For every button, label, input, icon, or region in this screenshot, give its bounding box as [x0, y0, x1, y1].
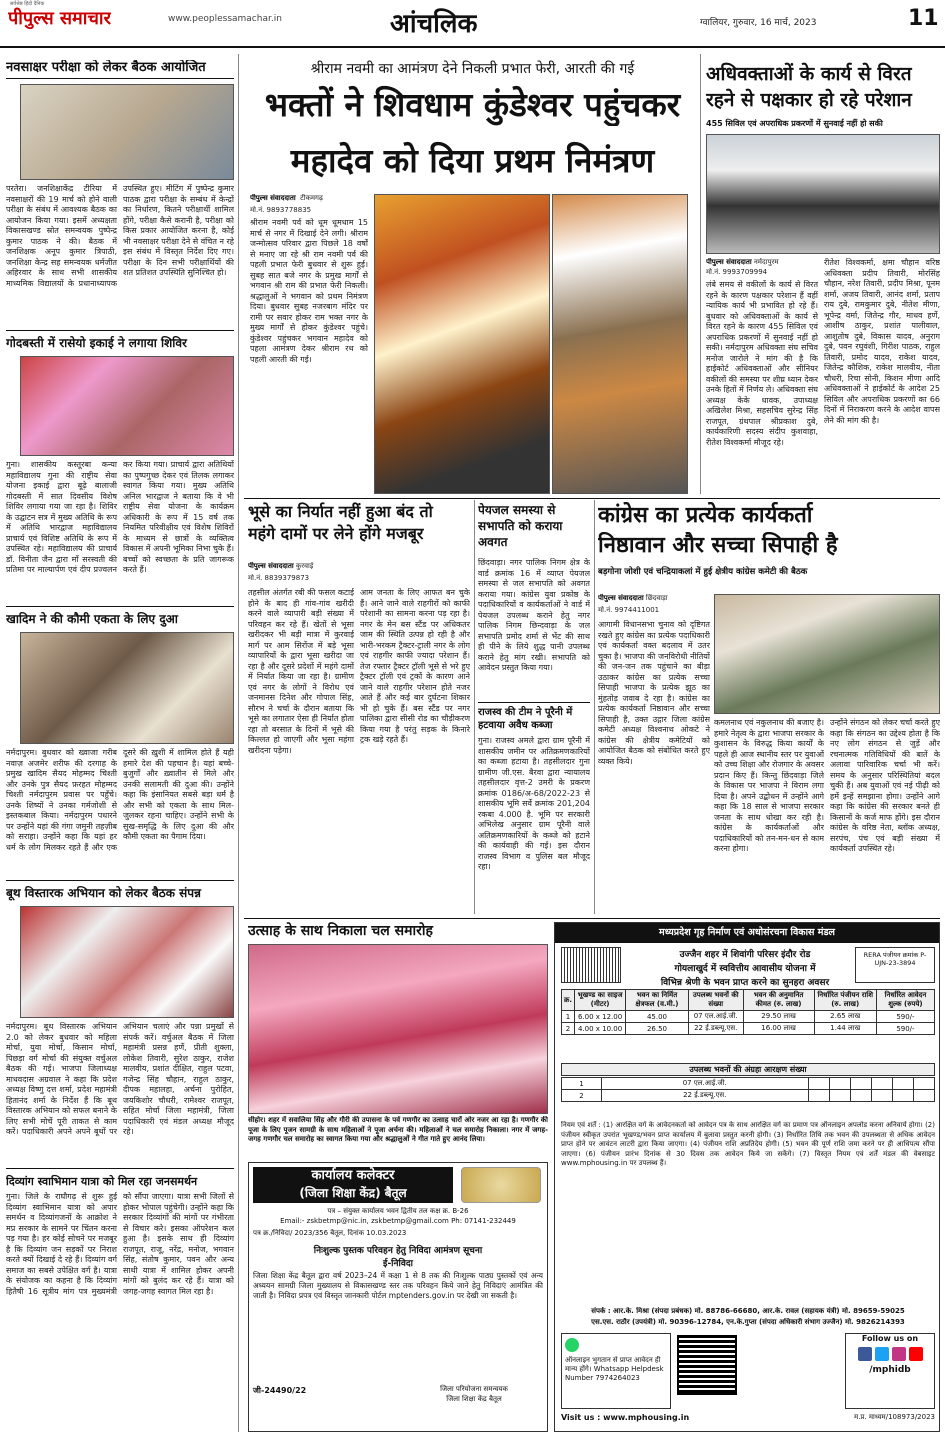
- byline-label: पीपुल्स संवाददाता: [250, 194, 296, 202]
- housing-col-header: निर्धारित आवेदन शुल्क (रुपये): [876, 990, 934, 1011]
- page-number: 11: [908, 6, 939, 31]
- story-10-mobile: मो.नं. 9993709994: [706, 268, 768, 276]
- table-cell: 4.00 x 10.00: [575, 1023, 626, 1035]
- table-cell: [829, 1078, 850, 1090]
- helpdesk-box: [561, 1333, 671, 1409]
- story-7-body-1: तहसील अंतर्गत रबी की फसल कटाई होने के बाद ही गांव-गांव खरीदी करने वाले व्यापारी बड़ी संख्या में परिवहन कर रहे हैं। खेतों से भूसा खरीदकर भी बड़ी मात्रा में कुरवाई मार्ग पर आम सिरोंज में बड़े भूसा व्यापारियों के द्वारा भूसा खरीदा जा रहा है और दूसरे प्रदेशों में महंगे दामों में निर्यात किया जा रहा है। ग्रामीण एवं नगर के लोगों ने विरोध एवं जनमानस दिनेश और गोपाल सिंह, सौरभ ने चर्चा के दौरान बताया कि भूसे का लगातार ऐसा ही निर्यात होता रहा तो बरसात के दिनों में भूसे की किल्लत हो जाएगी और भूसा महंगा खरीदना पड़ेगा।: [248, 588, 354, 755]
- story-11-headline-1: कांग्रेस का प्रत्येक कार्यकर्ता: [598, 503, 813, 528]
- story-10-subhead: 455 सिविल एवं अपराधिक प्रकरणों में सुनवाई नहीं हो सकी: [706, 119, 883, 128]
- masthead: [0, 0, 945, 48]
- divider: [6, 1168, 234, 1169]
- tender-signature: जिला परियोजना समन्वयक: [440, 1385, 508, 1393]
- story-4-headline: बूथ विस्तारक अभियान को लेकर बैठक संपन्न: [6, 886, 201, 900]
- lead-body-1: श्रीराम नवमी पर्व को धूम धूमधाम 15 मार्च से नगर में दिखाई देने लगी। श्रीराम जन्मोत्सव परिवार द्वारा पिछले 18 वर्षों से मनाए जा रहे श्री राम नवमी पर्व की पहली प्रभात फेरी बुधवार से शुरू हुई। सुबह सात बजे नगर के प्रमुख मार्गों से भगवान श्री राम की प्रभात फेरी निकली। श्रद्धालुओं ने भगवान को प्रथम निमंत्रण दिया। बुधवार सुबह नजरबाग मंदिर पर रामी पर सवार होकर राम भक्त नगर के मुख्य मार्गों से होकर कुंडेश्वर पहुंचे। कुंडेश्वर पहुंचकर भगवान महादेव को पहला आमंत्रण देकर श्रीराम रथ को पहली आरती की गई।: [250, 218, 368, 364]
- byline-label: पीपुल्स संवाददाता: [598, 594, 644, 602]
- divider: [244, 498, 940, 499]
- housing-col-header: भूखण्ड का साइज (मीटर): [575, 990, 626, 1011]
- story-9-body: गुना। राजस्व अमले द्वारा ग्राम पूरैनी में शासकीय जमीन पर अतिक्रमणकारियों का कब्जा हटाया है। तहसीलदार गुना ग्रामीण जी.एस. बैरवा द्वारा न्यायालय तहसीलदार वृत्त-2 उमरी के प्रकरण क्रमांक 0186/अ-68/2022-23 से शासकीय भूमि सर्वे क्रमांक 201,204 रकबा 4.000 है. भूमि पर सरकारी अभिलेख अनुसार ग्राम पूरैनी वाले अतिक्रमणकारियों के कब्जे को हटाने की कार्यवाही की गई। इस दौरान राजस्व विभाग व पुलिस बल मौजूद रहा।: [478, 736, 590, 871]
- housing-table-body: [562, 1011, 935, 1035]
- story-10-body-1: लंबे समय से वकीलों के कार्य से विरत रहने के कारण पक्षकार परेशान हैं वहीं न्यायिक कार्य भी प्रभावित हो रहे हैं। बुधवार को अधिवक्ताओं के कार्य से विरत रहने के कारण 455 सिविल एवं अपराधिक प्रकरणों में सुनवाई नहीं हो सकी। नर्मदापुरम अधिवक्ता संघ सचिव मनोज जारोले ने मांग की है कि हाईकोर्ट अधिवक्ताओं और सीनियर वकीलों की समस्या पर शीघ्र ध्यान देकर उनके हितों में निर्णय ले। अधिवक्ता संघ अध्यक्ष केके धावक, उपाध्यक्ष अखिलेश मिश्रा, सहसचिव सुरेन्द्र सिंह राजपूत, ग्रंथपाल श्रीप्रकाश दुबे, कार्यकारिणी सदस्य संदीप कुशवाहा, रीतेश विश्वकर्मा मौजूद रहे।: [706, 280, 818, 447]
- social-handle[interactable]: /mphidb: [869, 1365, 911, 1375]
- table-cell: [850, 1078, 871, 1090]
- story-2-headline: गोदबस्ती में रासेयो इकाई ने लगाया शिविर: [6, 336, 187, 350]
- table-cell: [892, 1078, 913, 1090]
- story-12-photo: [248, 944, 548, 1114]
- youtube-icon[interactable]: [909, 1347, 923, 1361]
- table-cell: 2: [562, 1023, 575, 1035]
- table-cell: 22 ई.डब्ल्यू.एस.: [601, 1090, 808, 1102]
- housing-table: [561, 989, 935, 1035]
- table-cell: 45.00: [626, 1011, 689, 1023]
- divider: [6, 78, 234, 79]
- table-cell: 590/-: [876, 1011, 934, 1023]
- story-10-headline-1: अधिवक्ताओं के कार्य से विरत: [706, 63, 912, 85]
- story-11-byline: [598, 594, 710, 603]
- emblem: [461, 1167, 541, 1203]
- table-cell: [829, 1090, 850, 1102]
- housing-contact-2: एस.एस. राठौर (उपयंत्री) मो. 90396-12784, एन.के.गुप्ता (संपदा अधिकारी संभाग उज्जैन) मो. 9826214393: [591, 1318, 905, 1326]
- lead-headline-line-2: महादेव को दिया प्रथम निमंत्रण: [290, 141, 655, 180]
- table-cell: [913, 1078, 934, 1090]
- story-9-headline: राजस्व की टीम ने पूरैनी में हटवाया अवैध कब्जा: [478, 707, 573, 731]
- table-cell: 22 ई.डब्ल्यू.एस.: [688, 1023, 743, 1035]
- story-11-body-1: आगामी विधानसभा चुनाव को दृष्टिगत रखते हुए कांग्रेस का प्रत्येक पदाधिकारी एवं कार्यकर्ता वक्त बदलाव में उतर चुका है। भाजपा की जनविरोधी नीतियों की जन-जन तक पहुंचाने का बीड़ा उठाकर कांग्रेस का प्रत्येक सच्चा सिपाही भाजपा के प्रत्येक झूठ का मुंहतोड़ जवाब दे रहा है। कांग्रेस का प्रत्येक कार्यकर्ता निष्ठावान और सच्चा सिपाही है, उक्त उद्गार जिला कांग्रेस कमेटी अध्यक्ष विश्वनाथ ओकटे ने कांग्रेस की क्षेत्रीय कमेटियों को आयोजित बैठक को संबोधित करते हुए व्यक्त किये।: [598, 620, 710, 766]
- table-cell: [808, 1078, 829, 1090]
- divider: [6, 330, 234, 331]
- story-10-headline-2: रहने से पक्षकार हो रहे परेशान: [706, 89, 912, 111]
- lead-kicker: श्रीराम नवमी का आमंत्रण देने निकली प्रभात फेरी, आरती की गई: [310, 61, 635, 77]
- housing-col-header: उपलब्ध भवनों की संख्या: [688, 990, 743, 1011]
- table-row: [562, 1078, 935, 1090]
- housing-ad: [554, 922, 940, 1432]
- section-title: आंचलिक: [390, 9, 478, 39]
- table-cell: 1.44 लाख: [814, 1023, 876, 1035]
- reservation-table: [561, 1077, 935, 1102]
- housing-col-header: निर्धारित पंजीयन राशि (रु. लाख): [814, 990, 876, 1011]
- table-cell: 6.00 x 12.00: [575, 1011, 626, 1023]
- table-cell: 1: [562, 1011, 575, 1023]
- story-12-caption: सीहोर। शहर में सवालिया सिंह और गौरी की उपासना के पर्व गणगौर का उत्साह चारों ओर नजर आ रहा है। गणगौर की पूजा के लिए पूजन सामग्री के साथ महिलाओं ने पूजा अर्चना की। महिलाओं ने चल समारोह निकाला। नगर में जगह-जगह गणगौर चल समारोह का स्वागत किया गया और श्रद्धालुओं ने गीत गाते हुए आनंद लिया।: [248, 1116, 548, 1143]
- byline-place: कुरवाई: [295, 562, 314, 570]
- table-cell: 29.50 लाख: [743, 1011, 814, 1023]
- story-7-mobile: मो.नं. 8839379873: [248, 574, 310, 582]
- story-11-photo: [714, 594, 940, 714]
- story-7-headline-1: भूसे का निर्यात नहीं हुआ बंद तो: [248, 502, 433, 521]
- story-11-subhead: बड़गोना जोशी एवं चन्द्रियाकलां में हुई क्षेत्रीय कांग्रेस कमेटी की बैठक: [598, 567, 808, 577]
- tender-body: जिला शिक्षा केंद्र बैतूल द्वारा वर्ष 2023–24 में कक्षा 1 से 8 तक की निःशुल्क पाठ्य पुस्तकों एवं अन्य अध्ययन सामग्री जिला मुख्यालय से विकासखण्ड स्तर तक परिवहन किये जाने हेतु निविदाएं आमंत्रित की जाती है। निविदा प्रपत्र एवं विस्तृत जानकारी पोर्टल mptenders.gov.in पर देखी जा सकती है।: [253, 1271, 543, 1300]
- byline-place: टीकमगढ़: [300, 194, 323, 202]
- twitter-icon[interactable]: [875, 1347, 889, 1361]
- story-10-photo: [706, 134, 940, 254]
- helpdesk-text: ऑनलाइन भुगतान से प्राप्त आवेदन ही मान्य होंगे। Whatsapp Helpdesk Number 7974264023: [565, 1356, 664, 1382]
- table-row: [562, 1090, 935, 1102]
- lead-byline: [250, 194, 370, 203]
- story-8-headline: पेयजल समस्या से सभापति को कराया अवगत: [478, 503, 563, 549]
- story-2-body: गुना। शासकीय कस्तूरबा कन्या महाविद्यालय गुना की राष्ट्रीय सेवा योजना इकाई द्वारा बूढ़े बालाजी गोदबस्ती में सात दिवसीय विशेष शिविर लगाया गया जा रहा है। शिविर के उद्घाटन सत्र में मुख्य अतिथि के रूप में अतिथि भारद्वाज महाविद्यालय प्राचार्य एवं विशिष्ट अतिथि के रूप में उपस्थित रहे। महाविद्यालय की प्राचार्य डॉ. विनीता जैन द्वारा माँ सरस्वती की प्रतिमा पर माल्यार्पण एवं दीप प्रज्वलन कर किया गया। प्राचार्य द्वारा अतिथियों का पुष्पगुच्छ देकर एवं तिलक लगाकर स्वागत किया गया। मुख्य अतिथि अनिल भारद्वाज ने बताया कि वे भी राष्ट्रीय सेवा योजना के कार्यक्रम अधिकारी के रूप में 15 वर्ष तक नियमित परिवीक्षीय एवं विशेष शिविरों के माध्यम से छात्रों के व्यक्तित्व विकास में अपनी भूमिका निभा चुके हैं। बच्चों को स्वच्छता के प्रति जागरूक करते हैं।: [6, 460, 234, 574]
- table-cell: [808, 1090, 829, 1102]
- tender-code: जी-24490/22: [253, 1386, 307, 1395]
- divider: [478, 702, 590, 703]
- story-7-byline: [248, 562, 378, 571]
- qr-code: [677, 1335, 737, 1395]
- table-cell: [913, 1090, 934, 1102]
- tender-ref: पत्र – संयुक्त कार्यालय भवन द्वितीय तल कक्ष क्र. B-26: [327, 1207, 469, 1215]
- story-11-mobile: मो.नं. 9974411001: [598, 606, 660, 614]
- story-8-body: छिंदवाड़ा। नगर पालिक निगम क्षेत्र के वार्ड क्रमांक 16 में व्याप्त पेयजल समस्या से जल सभापति को अवगत कराया गया। कांग्रेस युवा प्रकोष्ठ के पदाधिकारियों व कार्यकर्ताओं ने वार्ड में पेयजल उपलब्ध कराने हेतु नगर पालिक निगम छिन्दवाड़ा के जल सभापति प्रमोद शर्मा से भेंट की साथ ही पीने के लिये शुद्ध पानी उपलब्ध कराने हेतु मांग रखी। सभापति को आवेदन प्रस्तुत किया गया।: [478, 558, 590, 672]
- table-cell: 590/-: [876, 1023, 934, 1035]
- social-icons: [855, 1347, 925, 1361]
- brand-tagline: सर्वश्रेष्ठ हिंदी दैनिक: [10, 1, 45, 7]
- story-7-body-2: आम जनता के लिए आफत बन चुके हैं। आने जाने वाले राहगीरों को काफी परेशानी का सामना करना पड़ रहा है। नगर के मेन बस स्टैंड पर अधिकतर जाम की स्थिति उत्पन्न हो रही है और भारी-भरकम ट्रैक्टर-ट्राली नगर के लोग एवं राहगीर काफी ज्यादा परेशान हैं। तेज रफ्तार ट्रैक्टर ट्रॉली भूसे से भरे हुए ट्रैक्टर ट्रॉली एवं ट्रकों के कारण आने जाने वाले राहगीर परेशान होते नजर आते हैं और कई बार दुर्घटना शिकार भी हो चुके हैं। बस स्टैंड पर नगर पालिका द्वारा सीसी रोड का चौड़ीकरण किया गया है परंतु सड़क के किनारे ट्रक खड़े रहते हैं।: [360, 588, 470, 744]
- tender-office: कार्यालय कलेक्टर: [311, 1168, 395, 1183]
- housing-sign: म.प्र. माध्यम/108973/2023: [854, 1413, 935, 1421]
- table-row: [562, 1011, 935, 1023]
- divider: [6, 606, 234, 607]
- tender-signature-2: जिला शिक्षा केंद्र बैतूल: [446, 1395, 502, 1403]
- table-cell: 2: [562, 1090, 602, 1102]
- story-2-photo: [20, 356, 234, 456]
- housing-visit[interactable]: Visit us : www.mphousing.in: [561, 1413, 690, 1422]
- story-1-body: परतेरा। जनशिक्षाकेंद्र टीरिया में नवसाक्षरों की 19 मार्च को होने वाली परीक्षा के संबंध में आवश्यक बैठक का आयोजन किया गया। इसमें अध्यक्षता विकासखण्ड स्रोत समन्वयक पुष्पेन्द्र कुमार पाठक ने की। बैठक में जनशिक्षक अनूप कुमार त्रिपाठी, जनशिक्षा केन्द्र सह समन्वयक धर्मजीत अहिरवार के साथ सभी शासकीय माध्यमिक विद्यालयों के प्रधानाध्यापक उपस्थित हुए। मीटिंग में पुष्पेन्द्र कुमार पाठक द्वारा परीक्षा के सम्बंध में केन्द्रों का निर्धारण, कितने परीक्षार्थी शामिल होंगे, परीक्षा कैसे करानी है, परीक्षा को किस प्रकार आयोजित करना है, कोई भी नवसाक्षर परीक्षा देने से वंचित न रहे इस संबंध में विस्तृत निर्देश दिए गए। परीक्षा के दिन सभी परीक्षार्थियों की शत प्रतिशत उपस्थिति सुनिश्चित हो।: [6, 184, 234, 288]
- housing-contact: संपर्क : आर.के. मिश्रा (संपदा प्रबंधक) मो. 88786-66680, आर.के. रावल (सहायक यंत्री) मो. 89659-59025: [591, 1307, 905, 1315]
- table-cell: 1: [562, 1078, 602, 1090]
- byline-label: पीपुल्स संवाददाता: [706, 258, 752, 266]
- story-1-photo: [20, 84, 234, 180]
- instagram-icon[interactable]: [892, 1347, 906, 1361]
- table-cell: [871, 1090, 892, 1102]
- table-cell: [850, 1090, 871, 1102]
- brand-logo: पीपुल्स समाचार: [8, 8, 111, 29]
- housing-project-2: गोयलाखुर्द में स्ववित्तीय आवासीय योजना में: [674, 964, 816, 974]
- story-10-body-2: रीतेश विश्वकर्मा, क्षमा चौहान वरिष्ठ अधिवक्ता प्रदीप तिवारी, मोरसिंह चौहान, नरेश तिवारी, प्रदीप मिश्रा, पूनम शर्मा, अजय तिवारी, आनंद शर्मा, प्रताप राय दुबे, रामकुमार दुबे, नीतेश मीणा, भूपेन्द्र वर्मा, जितेन्द्र गौर, माधव हर्णे, आशीष ठाकुर, प्रशांत पालीवाल, आशुतोष दुबे, विकास यादव, अनुराग दुबे, पवन रघुवंशी, गिरीश पाठक, राहुल तिवारी, प्रमोद यादव, राकेश यादव, जितेन्द्र कौशिक, राकेश मालवीय, नीता चौधरी, रिचा सोनी, किशन मीणा आदि अधिवक्ताओं ने हाईकोर्ट के आदेश 25 सिविल और अपराधिक प्रकरणों का 66 दिनों में निराकरण करने के आदेश वापस लेने की मांग की है।: [824, 258, 940, 425]
- tender-ref-2: पत्र क्र./निविदा/ 2023/356 बैतूल, दिनांक 10.03.2023: [253, 1229, 407, 1237]
- story-5-body: गुना। जिले के राघौगढ़ से शुरू हुई दिव्यांग स्वाभिमान यात्रा को अपार समर्थन व दिव्यांगजनों के आक्रोश ने मप्र सरकार के सामने पर चिंतन करना पड़ गया है। हर कोई सोचने पर मजबूर है कि दिव्यांग जन सड़कों पर निराश करते क्यों दिखाई दे रहे हैं। दिव्यांग वर्ग समाज का सबसे उपेक्षित वर्ग है। यात्रा के संयोजक का कहना है कि दिव्यांग हितैषी 16 सूत्रीय मांग पत्र मुख्यमंत्री को सौंपा जाएगा। यात्रा सभी जिलों से होकर भोपाल पहुंचेगी। उन्होंने कहा कि सरकार दिव्यांगों की मांगों पर गंभीरता से विचार करे। इसका ऑपरेशन कल हुआ है। इसके साथ ही दिव्यांग राजपूत, राजू, नरेंद्र, मनोज, भगवान सिंह, संतोष कुमार, पवन और अन्य साथी यात्रा में शामिल होकर अपनी मांगों को बुलंद कर रहे हैं। यात्रा को जगह-जगह स्वागत मिल रहा है।: [6, 1192, 234, 1296]
- divider: [6, 880, 234, 881]
- reservation-title: उपलब्ध भवनों की अंग्रहा आरक्षण संख्या: [561, 1063, 935, 1076]
- lead-photo-main: [374, 194, 550, 494]
- follow-box: [845, 1333, 935, 1409]
- column-divider: [238, 54, 239, 1432]
- qr-left: [561, 947, 621, 983]
- story-11-body-3: उन्होंने संगठन को लेकर चर्चा करते हुए कहा कि संगठन का उद्देश्य होता है कि नए लोग संगठन से जुड़ें और रचनात्मक गतिविधियों की बातें के अलावा पारिवारिक चर्चा भी करें। समय के अनुसार परिस्थितियां बदल चुकी हैं। अब युवाओं एवं नई पीढ़ी को हमें इन्हें समझाना होगा। उन्होंने आगे कहा कि कांग्रेस की सरकार बनते ही किसानों के कर्ज माफ होंगे। इस दौरान कांग्रेस के वरिष्ठ नेता, ब्लॉक अध्यक्ष, सरपंच, पंच एवं बड़ी संख्या में कार्यकर्ता उपस्थित रहे।: [830, 718, 940, 853]
- table-cell: 07 एल.आई.जी.: [688, 1011, 743, 1023]
- rera-box: RERA पंजीयन क्रमांक P-UJN-23-3894: [855, 947, 935, 983]
- story-4-body: नर्मदापुरम। बूथ विस्तारक अभियान 2.0 को लेकर बुधवार को महिला मोर्चा, युवा मोर्चा, किसान मोर्चा, पिछड़ा वर्ग मोर्चा की संयुक्त वर्चुअल बैठक की गई। भाजपा जिलाध्यक्ष माधवदास अग्रवाल ने कहा कि प्रदेश अध्यक्ष विष्णु दत्त शर्मा, प्रदेश महामंत्री हितानंद शर्मा के निर्देश हैं कि बूथ विस्तारक अभियान को सफल बनाने के लिए सभी मोर्चे पूरी ताकत से काम करें। पदाधिकारी अपने अपने बूथों पर अभियान चलाएं और पन्ना प्रमुखों से संपर्क करें। वर्चुअल बैठक में जिला महामंत्री प्रसन्न हर्णे, प्रीती शुक्ला, लोकेश तिवारी, सुरेश ठाकुर, राजेश मालवीय, प्रशांत दीक्षित, राहुल पटवा, गजेन्द्र सिंह चौहान, राहुल ठाकुर, दीपक महालहा, अर्चना पुरोहित, जयकिशोर चौधरी, रामेश्वर राजपूत, सहित मोर्चा जिला महामंत्री, जिला पदाधिकारी एवं मंडल अध्यक्ष मौजूद रहे।: [6, 1022, 234, 1136]
- lead-photo-procession: [552, 194, 688, 494]
- tender-ad-header: [253, 1167, 453, 1203]
- story-5-headline: दिव्यांग स्वाभिमान यात्रा को मिल रहा जनसमर्थन: [6, 1175, 198, 1188]
- tender-subtitle: ई-निविदा: [383, 1259, 413, 1269]
- story-3-photo: [20, 632, 234, 744]
- byline-label: पीपुल्स संवाददाता: [248, 562, 294, 570]
- table-cell: 2.65 लाख: [814, 1011, 876, 1023]
- housing-project-1: उज्जैन शहर में शिवांगी परिसर इंदौर रोड: [679, 950, 811, 960]
- story-10-byline: [706, 258, 826, 267]
- follow-label: Follow us on: [861, 1334, 919, 1343]
- column-divider: [474, 500, 475, 914]
- lead-mobile: मो.नं. 9893778835: [250, 206, 312, 214]
- table-cell: [892, 1090, 913, 1102]
- lead-headline-line-1: भक्तों ने शिवधाम कुंडेश्वर पहुंचकर: [264, 85, 681, 124]
- table-cell: 16.00 लाख: [743, 1023, 814, 1035]
- housing-table-header: [562, 990, 935, 1011]
- whatsapp-icon: [565, 1338, 579, 1352]
- table-cell: [871, 1078, 892, 1090]
- facebook-icon[interactable]: [858, 1347, 872, 1361]
- story-11-headline-2: निष्ठावान और सच्चा सिपाही है: [598, 533, 838, 558]
- story-7-headline-2: महंगे दामों पर लेने होंगे मजबूर: [248, 524, 424, 543]
- column-divider: [594, 500, 595, 914]
- tender-email: Email:- zskbetmp@nic.in, zskbetmp@gmail.com Ph: 07141-232449: [280, 1217, 516, 1225]
- housing-col-header: भवन की अनुमानित कीमत (रु. लाख): [743, 990, 814, 1011]
- housing-ad-header: मध्यप्रदेश गृह निर्माण एवं अधोसंरचना विकास मंडल: [555, 923, 939, 943]
- table-row: [562, 1023, 935, 1035]
- story-4-photo: [20, 906, 234, 1018]
- story-3-headline: खादिम ने की कौमी एकता के लिए दुआ: [6, 612, 178, 626]
- column-divider: [700, 54, 701, 494]
- story-1-headline: नवसाक्षर परीक्षा को लेकर बैठक आयोजित: [6, 60, 206, 75]
- table-cell: 07 एल.आई.जी.: [601, 1078, 808, 1090]
- housing-project-3: विभिन्न श्रेणी के भवन प्राप्त करने का सुनहरा अवसर: [660, 978, 830, 988]
- story-3-body: नर्मदापुरम। बुधवार को ख्वाजा गरीब नवाज़ अजमेर शरीफ की दरगाह के प्रमुख खादिम सैयद मोहम्मद चिश्ती और उनके पुत्र सैयद फ़रहत मोहम्मद चिश्ती नर्मदापुरम प्रवास पर पहुँचे। उनके शिष्यों ने उनका गर्मजोशी से इस्तकबाल किया। नर्मदापुरम पधारने पर उन्होंने यहां की गंगा जमुनी तहज़ीब को सराहा। उन्होंने कहा कि यहां हर धर्म के लोग मिलकर रहते हैं और एक दूसरे की ख़ुशी में शामिल होते हैं यही हमारे देश की पहचान है। यहां बच्चे-बुजुर्गों और ख़्वातीन से मिले और उनकी सलामती की दुआ की। उन्होंने कहा कि इंसानियत सबसे बड़ा धर्म है और सभी को एकता के साथ मिल-जुलकर रहना चाहिए। उन्होंने सभी के सुख-समृद्धि के लिए दुआ की और कौमी एकता का पैगाम दिया।: [6, 748, 234, 852]
- byline-place: नर्मदापुरम: [753, 258, 779, 266]
- site-url[interactable]: www.peoplessamachar.in: [168, 14, 282, 24]
- housing-terms: नियम एवं शर्तें : (1) आरक्षित वर्ग के आवेदनकर्ता को आवेदन पत्र के साथ आरक्षित वर्ग का प्रमाण पत्र ऑनलाइन अपलोड करना अनिवार्य होगा। (2) पंजीयन स्वीकृत उपरांत भूखण्ड/भवन प्राप्त कार्यालय में बुलावा प्रस्तुत करनी होगी। (3) निर्धारित तिथि तक भवन की उपलब्धता से अधिक आवेदन प्राप्त होने पर आवंटन लाटरी द्वारा किया जाएगा। (4) पंजीयन राशि अप्रतिदेय होगी। (5) भवन की पूर्ण राशि जमा करने पर ही आधिपत्य सौंपा जाएगा। (6) पंजीयन प्रारंभ दिनांक से 30 दिवस तक आवेदन किये जा सकेंगे। (7) विस्तृत नियम एवं शर्तें मंडल की वेबसाइट www.mphousing.in पर उपलब्ध हैं।: [561, 1121, 935, 1167]
- story-11-body-2: कमलनाथ एवं नकुलनाथ की बजाए है। हमारे नेतृत्व के द्वारा भाजपा सरकार के कुशासन के विरुद्ध किया कार्यों के पहले ही आज स्थानीय स्तर पर युवाओं को उच्च शिक्षा और रोजगार के अवसर प्रदान किए हैं। किन्तु छिंदवाड़ा जिले के विकास पर भाजपा ने विराम लगा दिया है। अपने उद्बोधन में उन्होंने आगे कहा कि 18 साल से भाजपा सरकार जनता के साथ धोखा कर रही है। कांग्रेस के कार्यकर्ताओं और पदाधिकारियों को तन-मन-धन से काम करना होगा।: [714, 718, 824, 853]
- reservation-table-body: [562, 1078, 935, 1102]
- dateline: ग्वालियर, गुरुवार, 16 मार्च, 2023: [700, 18, 817, 28]
- tender-title: निःशुल्क पुस्तक परिवहन हेतु निविदा आमंत्रण सूचना: [313, 1246, 483, 1256]
- table-cell: 26.50: [626, 1023, 689, 1035]
- housing-col-header: भवन का निर्मित क्षेत्रफल (व.मी.): [626, 990, 689, 1011]
- tender-office-sub: (जिला शिक्षा केंद्र) बैतूल: [299, 1186, 407, 1200]
- divider: [244, 918, 940, 919]
- tender-ad: [248, 1162, 548, 1432]
- story-12-headline: उत्साह के साथ निकाला चल समारोह: [248, 923, 433, 939]
- byline-place: छिंदवाड़ा: [645, 594, 668, 602]
- housing-col-header: क्र.: [562, 990, 575, 1011]
